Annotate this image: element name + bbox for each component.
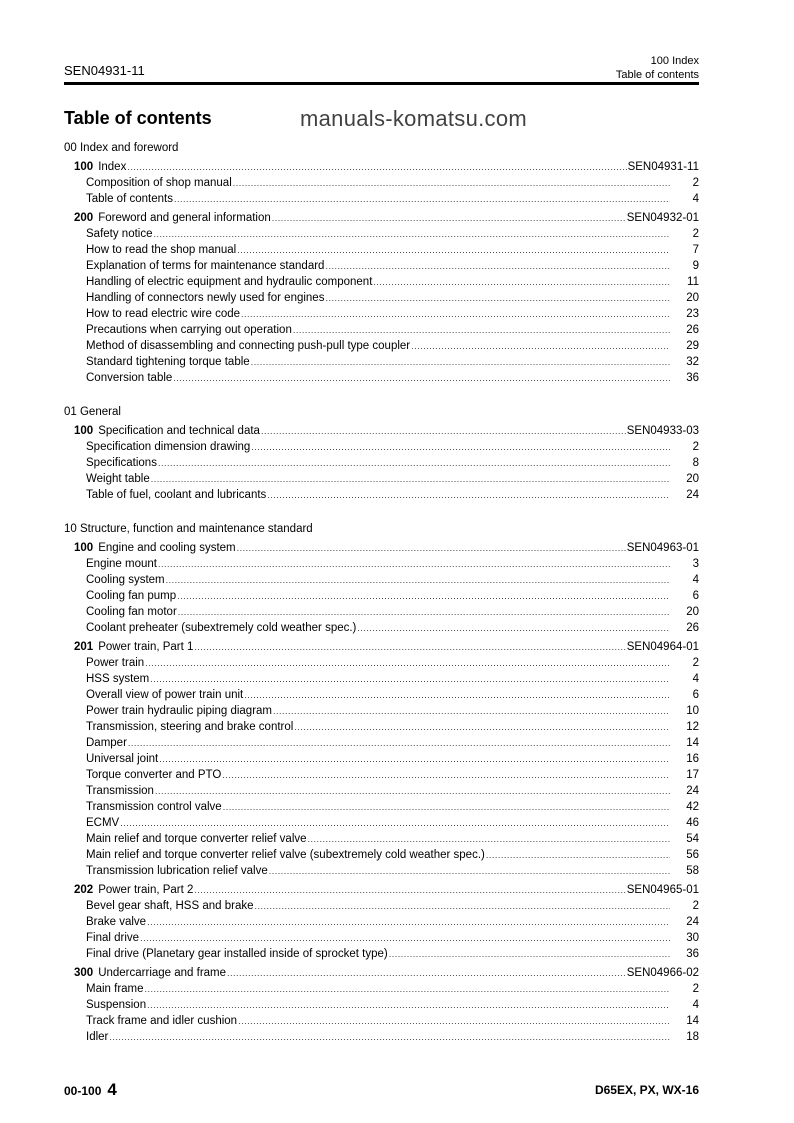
toc-item-page: 2 [692,177,699,189]
dot-leader [293,322,670,338]
toc-chapter-ref: SEN04931-11 [627,161,699,173]
toc-item[interactable] [64,671,699,687]
toc-item-title: Suspension [86,999,147,1011]
dot-leader [389,946,670,962]
toc-item-title: Idler [86,1031,109,1043]
toc-chapter-name: Power train, Part 2 [98,884,194,896]
header-doc-id: SEN04931-11 [64,63,145,78]
toc-item-title: Cooling system [86,574,165,586]
toc-item[interactable] [64,572,699,588]
dot-leader [325,258,670,274]
toc-item-page: 2 [692,657,699,669]
page-title: Table of contents [64,108,212,128]
toc-item[interactable] [64,258,699,274]
toc-chapter-entry[interactable] [64,882,699,898]
toc-item-page: 11 [687,276,699,288]
dot-leader [194,882,625,898]
dot-leader [140,930,670,946]
toc-chapter-name: Foreword and general information [98,212,271,224]
toc-item-title: How to read the shop manual [86,244,237,256]
toc-item-page: 2 [692,228,699,240]
toc-chapter-ref: SEN04963-01 [626,542,699,554]
toc-chapter-title [74,882,193,898]
toc-item[interactable] [64,930,699,946]
dot-leader [153,226,670,242]
toc-item-title: Power train hydraulic piping diagram [86,705,273,717]
dot-leader [151,471,670,487]
toc-item[interactable] [64,226,699,242]
toc-item[interactable] [64,487,699,503]
toc-item[interactable] [64,847,699,863]
dot-leader [223,799,670,815]
toc-chapter-title [74,639,193,655]
toc-item-title: Main relief and torque converter relief valve [86,833,307,845]
toc-item-page: 56 [686,849,699,861]
toc-item[interactable] [64,799,699,815]
toc-item-page: 18 [686,1031,699,1043]
toc-item-page: 4 [692,673,699,685]
toc-item[interactable] [64,735,699,751]
toc-item-title: Cooling fan pump [86,590,177,602]
dot-leader [233,175,670,191]
toc-item-page: 6 [692,689,699,701]
dot-leader [173,370,670,386]
toc-item[interactable] [64,898,699,914]
dot-leader [166,572,670,588]
toc-item-title: Safety notice [86,228,153,240]
toc-item[interactable] [64,604,699,620]
dot-leader [294,719,670,735]
dot-leader [147,997,670,1013]
toc-chapter-name: Power train, Part 1 [98,641,194,653]
toc-chapter-ref: SEN04966-02 [626,967,699,979]
dot-leader [272,210,626,226]
toc-chapter-name: Undercarriage and frame [98,967,227,979]
toc-item-page: 24 [686,785,699,797]
toc-item-title: Table of contents [86,193,173,205]
toc-chapter-code: 300 [74,967,94,979]
toc-chapter-entry[interactable] [64,210,699,226]
table-of-contents [64,140,699,1045]
toc-item[interactable] [64,306,699,322]
toc-item-title: Conversion table [86,372,173,384]
toc-chapter-title [74,540,236,556]
dot-leader [145,981,670,997]
toc-item-title: Transmission control valve [86,801,222,813]
toc-section-heading: 01 General [64,406,121,418]
toc-item-page: 26 [686,324,699,336]
toc-section-heading: 10 Structure, function and maintenance standard [64,523,313,535]
toc-item-title: Overall view of power train unit [86,689,244,701]
toc-item-title: Composition of shop manual [86,177,232,189]
toc-chapter-entry[interactable] [64,639,699,655]
dot-leader [486,847,670,863]
toc-item[interactable] [64,767,699,783]
toc-item-page: 10 [686,705,699,717]
watermark: manuals-komatsu.com [300,106,527,131]
toc-chapter-entry[interactable] [64,965,699,981]
toc-item-title: Precautions when carrying out operation [86,324,292,336]
toc-chapter-code: 100 [74,542,94,554]
toc-item[interactable] [64,588,699,604]
toc-item-page: 32 [686,356,699,368]
toc-item[interactable] [64,370,699,386]
toc-item-page: 12 [686,721,699,733]
toc-item-title: Main frame [86,983,144,995]
toc-item[interactable] [64,655,699,671]
toc-item-title: Main relief and torque converter relief valve (subextremely cold weather spec.) [86,849,485,861]
toc-chapter-ref: SEN04932-01 [626,212,699,224]
toc-item-page: 36 [686,948,699,960]
dot-leader [237,540,626,556]
dot-leader [145,655,670,671]
toc-item[interactable] [64,191,699,207]
toc-item-title: Transmission lubrication relief valve [86,865,268,877]
toc-item-page: 20 [686,292,699,304]
toc-item-title: Final drive [86,932,140,944]
toc-item-title: Specifications [86,457,157,469]
dot-leader [255,898,671,914]
toc-item[interactable] [64,242,699,258]
toc-item-page: 16 [686,753,699,765]
toc-item[interactable] [64,175,699,191]
toc-item-title: Transmission, steering and brake control [86,721,294,733]
footer-page-number: 4 [107,1080,117,1099]
dot-leader [238,1013,670,1029]
toc-item-title: Universal joint [86,753,159,765]
toc-item-title: ECMV [86,817,120,829]
toc-chapter-name: Engine and cooling system [98,542,236,554]
toc-item-page: 20 [686,473,699,485]
toc-item-page: 2 [692,900,699,912]
dot-leader [227,965,626,981]
toc-chapter-ref: SEN04933-03 [626,425,699,437]
toc-item[interactable] [64,703,699,719]
toc-item-page: 7 [692,244,699,256]
dot-leader [150,671,670,687]
dot-leader [267,487,670,503]
toc-item-title: Standard tightening torque table [86,356,250,368]
toc-item[interactable] [64,455,699,471]
toc-item-page: 20 [686,606,699,618]
toc-item-title: Table of fuel, coolant and lubricants [86,489,267,501]
toc-item-title: Track frame and idler cushion [86,1015,238,1027]
toc-item-title: Power train [86,657,145,669]
dot-leader [269,863,670,879]
toc-item[interactable] [64,439,699,455]
toc-item[interactable] [64,946,699,962]
toc-item-page: 24 [686,489,699,501]
toc-chapter-name: Specification and technical data [98,425,260,437]
toc-chapter-code: 202 [74,884,94,896]
toc-item-page: 58 [686,865,699,877]
toc-item[interactable] [64,338,699,354]
toc-item[interactable] [64,1029,699,1045]
dot-leader [251,439,670,455]
dot-leader [109,1029,670,1045]
toc-item-title: Bevel gear shaft, HSS and brake [86,900,254,912]
toc-item[interactable] [64,687,699,703]
dot-leader [373,274,670,290]
toc-item-title: Specification dimension drawing [86,441,251,453]
toc-item[interactable] [64,981,699,997]
dot-leader [174,191,670,207]
toc-item[interactable] [64,471,699,487]
toc-item-title: Weight table [86,473,150,485]
dot-leader [159,751,670,767]
toc-chapter-code: 200 [74,212,94,224]
toc-item-title: How to read electric wire code [86,308,241,320]
dot-leader [237,242,670,258]
toc-item-page: 23 [686,308,699,320]
footer-code: 00-100 [64,1084,102,1098]
toc-item-title: Cooling fan motor [86,606,177,618]
toc-item[interactable] [64,620,699,636]
header-subsection-title: Table of contents [615,69,699,81]
toc-item[interactable] [64,783,699,799]
toc-chapter-ref: SEN04964-01 [626,641,699,653]
toc-chapter-title [74,159,126,175]
toc-item[interactable] [64,1013,699,1029]
toc-item-title: Method of disassembling and connecting push-pull type coupler [86,340,411,352]
toc-item[interactable] [64,831,699,847]
dot-leader [158,556,670,572]
dot-leader [147,914,670,930]
toc-item-page: 17 [686,769,699,781]
toc-item[interactable] [64,751,699,767]
toc-item-page: 4 [692,574,699,586]
toc-item-title: Damper [86,737,127,749]
toc-item-page: 54 [686,833,699,845]
toc-item-title: Engine mount [86,558,157,570]
toc-item-page: 9 [692,260,699,272]
dot-leader [128,735,670,751]
dot-leader [411,338,670,354]
toc-item-page: 2 [692,441,699,453]
toc-item-title: Coolant preheater (subextremely cold weather spec.) [86,622,357,634]
toc-chapter-entry[interactable] [64,159,699,175]
toc-chapter-name: Index [98,161,127,173]
toc-chapter-code: 100 [74,425,94,437]
toc-item[interactable] [64,863,699,879]
toc-item-title: Final drive (Planetary gear installed inside of sprocket type) [86,948,388,960]
dot-leader [325,290,670,306]
dot-leader [261,423,626,439]
toc-section-heading: 00 Index and foreword [64,142,179,154]
toc-item-title: Handling of connectors newly used for engines [86,292,325,304]
toc-item[interactable] [64,322,699,338]
toc-item-page: 24 [686,916,699,928]
header-section-title: 100 Index [650,55,699,67]
toc-item[interactable] [64,290,699,306]
toc-chapter-title [74,423,260,439]
toc-item-title: Torque converter and PTO [86,769,222,781]
toc-chapter-code: 201 [74,641,94,653]
toc-item-page: 2 [692,983,699,995]
toc-item-title: Brake valve [86,916,147,928]
dot-leader [251,354,670,370]
toc-item-title: Transmission [86,785,154,797]
dot-leader [158,455,670,471]
toc-item[interactable] [64,997,699,1013]
header-section [616,54,699,82]
toc-item-page: 42 [686,801,699,813]
dot-leader [357,620,670,636]
toc-item-page: 30 [686,932,699,944]
dot-leader [155,783,670,799]
header-rule [64,82,699,85]
toc-item-page: 4 [692,193,699,205]
toc-item[interactable] [64,556,699,572]
toc-item-page: 46 [686,817,699,829]
footer-model: D65EX, PX, WX-16 [594,1083,699,1097]
dot-leader [127,159,626,175]
toc-item[interactable] [64,354,699,370]
dot-leader [178,604,670,620]
dot-leader [177,588,670,604]
toc-item-title: Explanation of terms for maintenance standard [86,260,325,272]
toc-chapter-code: 100 [74,161,94,173]
dot-leader [194,639,625,655]
toc-item[interactable] [64,914,699,930]
dot-leader [273,703,670,719]
toc-chapter-title [74,210,271,226]
dot-leader [120,815,670,831]
toc-item[interactable] [64,815,699,831]
toc-item-page: 36 [686,372,699,384]
dot-leader [244,687,670,703]
toc-item-title: HSS system [86,673,150,685]
dot-leader [241,306,670,322]
footer-page-ref [64,1080,117,1100]
dot-leader [222,767,670,783]
toc-item-page: 6 [692,590,699,602]
toc-chapter-title [74,965,226,981]
toc-item-page: 14 [686,1015,699,1027]
toc-chapter-entry[interactable] [64,423,699,439]
toc-item-title: Handling of electric equipment and hydraulic component [86,276,373,288]
toc-item[interactable] [64,719,699,735]
toc-item-page: 29 [686,340,699,352]
toc-item-page: 26 [686,622,699,634]
toc-chapter-ref: SEN04965-01 [626,884,699,896]
toc-item-page: 3 [692,558,699,570]
toc-item-page: 8 [692,457,699,469]
toc-item-page: 14 [686,737,699,749]
toc-chapter-entry[interactable] [64,540,699,556]
dot-leader [308,831,670,847]
toc-item-page: 4 [692,999,699,1011]
toc-item[interactable] [64,274,699,290]
